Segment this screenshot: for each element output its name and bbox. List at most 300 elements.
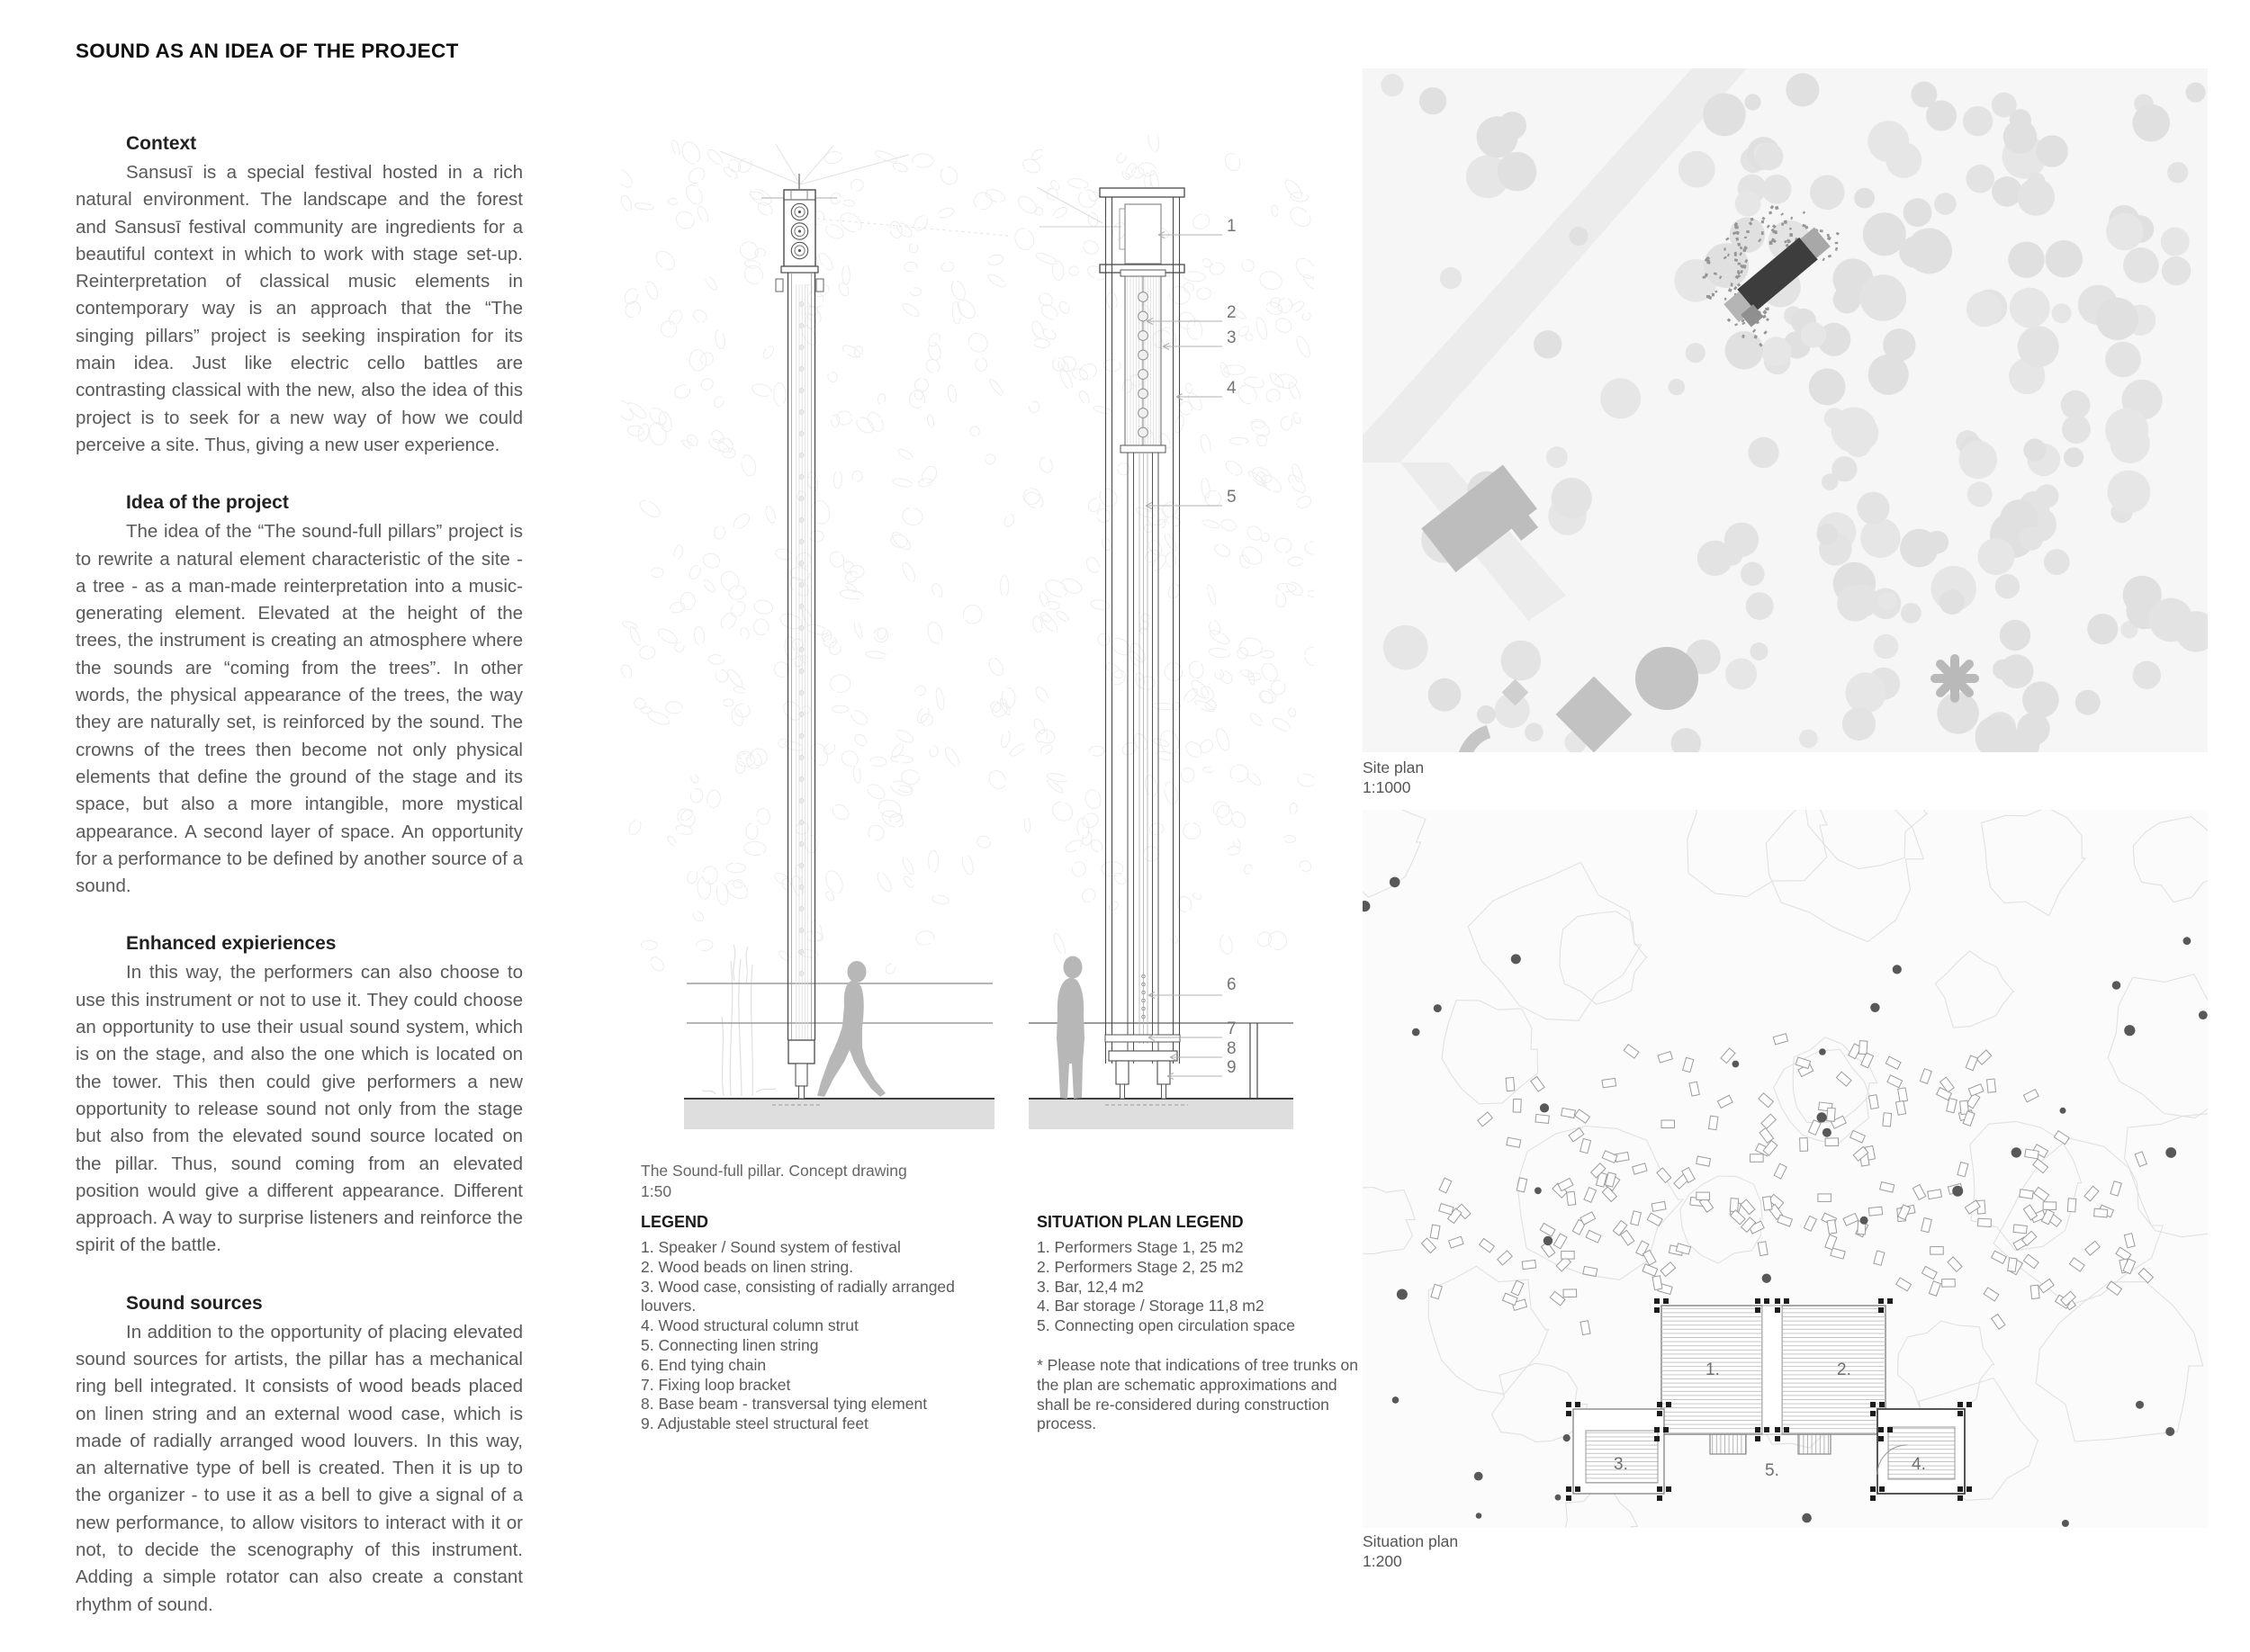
- tree: [2035, 484, 2058, 507]
- corner-marker: [1887, 1427, 1893, 1432]
- bead-hint: [799, 798, 804, 803]
- tree: [2003, 120, 2038, 154]
- legend-items: [641, 1238, 976, 1434]
- bead-hint: [799, 690, 804, 695]
- bead-hint: [799, 712, 804, 716]
- chair: [1987, 1079, 1996, 1092]
- corner-marker: [1966, 1486, 1972, 1492]
- corner-marker: [1775, 1298, 1780, 1304]
- text-column: [76, 40, 523, 1652]
- tree: [2123, 247, 2159, 283]
- stairs: [1710, 1434, 1746, 1454]
- speaker-box-section: [1125, 204, 1161, 264]
- trunk-dot: [1390, 877, 1400, 888]
- tree: [2149, 598, 2193, 642]
- tree: [1534, 330, 1562, 358]
- speckle: [1761, 231, 1764, 235]
- chair: [1730, 1199, 1738, 1212]
- pillar-front-view: [684, 144, 1008, 1129]
- corner-marker: [1654, 1298, 1660, 1304]
- tree: [2017, 178, 2055, 216]
- tree: [1966, 165, 1994, 193]
- stairs: [1798, 1434, 1831, 1454]
- legend-item: 4. Wood structural column strut: [641, 1316, 859, 1335]
- situation-plan-scale: 1:200: [1363, 1552, 1402, 1570]
- foot-stem: [799, 1086, 805, 1099]
- corner-marker: [1663, 1298, 1669, 1304]
- tree: [1854, 188, 1875, 209]
- bead-hint: [799, 971, 804, 975]
- tree: [2046, 240, 2084, 278]
- speckle: [1735, 226, 1739, 229]
- tree: [1878, 591, 1896, 609]
- bead-hint: [799, 669, 804, 673]
- corner-marker: [1870, 1486, 1876, 1492]
- trunk-dot: [1732, 1061, 1740, 1068]
- trunk-dot: [1511, 954, 1521, 964]
- chair: [1868, 1095, 1878, 1109]
- circulation-label: 5.: [1765, 1461, 1779, 1480]
- corner-marker: [1764, 1298, 1769, 1304]
- tree: [1669, 379, 1685, 395]
- stage-2-decking: [1782, 1306, 1886, 1434]
- chair: [2008, 1258, 2017, 1272]
- chair: [1522, 1260, 1535, 1269]
- guide-lines: [720, 144, 1008, 236]
- tree: [1995, 574, 2020, 598]
- tree: [1501, 641, 1542, 681]
- drawing-caption: [641, 1161, 907, 1202]
- tree: [1569, 227, 1588, 246]
- site-plan-label-text: Site plan: [1363, 759, 1425, 777]
- tree: [1762, 175, 1792, 204]
- trunk-dot: [1860, 1217, 1868, 1225]
- tree: [1725, 659, 1757, 690]
- tree-trunk-sketch: [702, 945, 776, 1096]
- situation-legend-item: 1. Performers Stage 1, 25 m2: [1037, 1238, 1244, 1256]
- trunk-dot: [1817, 1112, 1827, 1122]
- tree: [1741, 562, 1765, 587]
- tree: [1786, 73, 1819, 106]
- section-body-context: Sansusī is a special festival hosted in a rich natural environment. The landscape and the forest and Sansusī festival community are ingredients for a beautiful context in which to work with stage set-up. Reinterpretation of classical music elements in contemporary way is an approach that the “The singing pillars” project is seeking inspiration for its main idea. Just like electric cello battles are contrasting classical with the new, also the idea of this project is to seek for a new way of how we could perceive a site. Thus, giving a new user experience.: [76, 162, 523, 455]
- speckle: [1820, 229, 1823, 232]
- tree: [2087, 614, 2118, 644]
- trunk-dot: [1540, 1103, 1549, 1112]
- concept-drawing-pillars: [621, 135, 1314, 1156]
- speckle: [1712, 293, 1714, 297]
- tree: [1992, 176, 2022, 207]
- chair: [2020, 1190, 2034, 1199]
- corner-marker: [1958, 1486, 1963, 1492]
- foliage-scribbles: [621, 135, 1314, 974]
- tree: [2075, 690, 2101, 715]
- tree: [2105, 342, 2141, 378]
- situation-legend-item: 5. Connecting open circulation space: [1037, 1316, 1295, 1335]
- top-beam: [1100, 188, 1184, 197]
- tree: [1837, 585, 1873, 621]
- situation-legend-items: [1037, 1238, 1363, 1336]
- corner-marker: [1879, 1402, 1885, 1407]
- callout-8: 8: [1227, 1039, 1237, 1058]
- chair: [1928, 1190, 1942, 1199]
- bead-hint: [799, 906, 804, 911]
- corner-marker: [1775, 1436, 1780, 1441]
- legend-block: [641, 1213, 976, 1434]
- corner-marker: [1575, 1402, 1580, 1407]
- tree: [2105, 409, 2148, 452]
- trunk-dot: [1762, 1274, 1771, 1283]
- corner-marker: [1755, 1298, 1760, 1304]
- chair: [1930, 1247, 1944, 1255]
- tree: [1904, 198, 1932, 227]
- tree: [1846, 672, 1886, 713]
- chair: [1898, 1088, 1908, 1102]
- tree: [1842, 707, 1876, 741]
- foot-stem: [1120, 1084, 1125, 1099]
- bead-hint: [799, 604, 804, 608]
- chair: [1750, 1154, 1764, 1163]
- bead-hint: [799, 755, 804, 759]
- callout-2: 2: [1227, 303, 1237, 322]
- trunk-dot: [1870, 1003, 1879, 1012]
- section-heading-idea: Idea of the project: [126, 492, 289, 514]
- corner-marker: [1958, 1495, 1963, 1501]
- corner-marker: [1870, 1495, 1876, 1501]
- tree: [1860, 518, 1900, 558]
- tree: [1926, 531, 1949, 554]
- trunk-dot: [1434, 1004, 1442, 1012]
- trunk-dot: [1819, 1048, 1826, 1055]
- wood-bead: [1138, 292, 1148, 302]
- tree: [2008, 242, 2044, 278]
- situation-legend-item: 3. Bar, 12,4 m2: [1037, 1277, 1144, 1296]
- pillar-section-view: [1029, 187, 1293, 1129]
- trunk-dot: [2165, 1147, 2176, 1158]
- situation-legend-item: 2. Performers Stage 2, 25 m2: [1037, 1257, 1244, 1276]
- trunk-dot: [2165, 1427, 2174, 1436]
- chair: [1602, 1078, 1616, 1087]
- bead-hint: [799, 928, 804, 932]
- tree: [1477, 705, 1496, 724]
- chair: [1506, 1078, 1515, 1091]
- tree: [1428, 678, 1462, 712]
- trunk-line: [722, 965, 752, 1096]
- tree: [2096, 298, 2138, 340]
- tree: [1440, 267, 1462, 289]
- bar-label: 3.: [1614, 1455, 1628, 1474]
- tree: [1832, 408, 1877, 453]
- trunk-dot: [2136, 1401, 2144, 1409]
- tree: [2052, 303, 2072, 323]
- wood-bead: [1138, 370, 1148, 380]
- callout-3: 3: [1227, 328, 1237, 347]
- speckle: [1784, 220, 1787, 224]
- steel-foot: [1157, 1061, 1170, 1084]
- tree: [1992, 93, 2017, 118]
- legend-item: 5. Connecting linen string: [641, 1335, 819, 1354]
- trunk-dot: [2112, 981, 2121, 990]
- tree: [1799, 730, 1818, 749]
- corner-marker: [1566, 1411, 1571, 1416]
- speckle: [1724, 247, 1725, 250]
- person-standing-silhouette: [1057, 956, 1084, 1100]
- corner-marker: [1870, 1411, 1876, 1416]
- tree: [1381, 74, 1403, 96]
- legend-heading: LEGEND: [641, 1213, 709, 1231]
- speckle: [1769, 241, 1773, 245]
- tree: [2023, 439, 2046, 462]
- tree: [2186, 83, 2206, 103]
- stage-edge-wall: [1250, 1023, 1257, 1099]
- corner-marker: [1755, 1307, 1760, 1313]
- bead-hint: [799, 949, 804, 954]
- corner-marker: [1878, 1436, 1884, 1441]
- tree: [1678, 151, 1715, 188]
- steel-foot: [1116, 1061, 1129, 1084]
- tree: [2044, 549, 2070, 575]
- speckle: [1761, 220, 1764, 223]
- speckle: [1746, 230, 1750, 233]
- ground-fill: [1029, 1099, 1293, 1129]
- trunk-line: [730, 959, 742, 1096]
- tree: [1809, 369, 1846, 406]
- chair: [1513, 1099, 1521, 1112]
- page-title: SOUND AS AN IDEA OF THE PROJECT: [76, 40, 459, 62]
- chair: [1567, 1191, 1576, 1205]
- legend-item: 3. Wood case, consisting of radially arranged louvers.: [641, 1277, 955, 1315]
- drawing-scale: 1:50: [641, 1182, 672, 1200]
- tree: [2062, 415, 2091, 444]
- tree: [1744, 94, 1760, 110]
- chair: [2067, 1199, 2075, 1212]
- situation-legend-item: 4. Bar storage / Storage 11,8 m2: [1037, 1297, 1264, 1315]
- situation-legend-block: [1037, 1213, 1363, 1434]
- bead-hint: [799, 647, 804, 651]
- tree: [2018, 326, 2059, 367]
- tree: [1703, 94, 1746, 137]
- tree: [2108, 471, 2151, 514]
- person-walking-silhouette: [817, 961, 886, 1097]
- chair: [1883, 1113, 1892, 1127]
- legend-item: 7. Fixing loop bracket: [641, 1375, 791, 1394]
- section-heading-context: Context: [126, 133, 197, 154]
- tree: [1901, 603, 1922, 624]
- trunk-dot: [1544, 1236, 1552, 1245]
- tree: [2133, 661, 2161, 689]
- bead-hint: [799, 863, 804, 867]
- chair: [2043, 1202, 2056, 1210]
- inner-struts: [1128, 453, 1158, 1064]
- chair: [1827, 1220, 1837, 1235]
- trunk-dot: [1397, 1289, 1408, 1300]
- corner-marker: [1966, 1402, 1972, 1407]
- wood-bead: [1138, 389, 1148, 399]
- legend-item: 8. Base beam - transversal tying element: [641, 1395, 928, 1414]
- tree: [1886, 142, 1922, 178]
- corner-marker: [1575, 1486, 1580, 1492]
- collar-plate: [781, 266, 818, 273]
- speaker-cones: [791, 203, 807, 258]
- tree: [1977, 538, 2014, 575]
- corner-marker: [1775, 1427, 1780, 1432]
- bead-hint: [799, 323, 804, 328]
- chair: [1868, 1207, 1882, 1216]
- corner-marker: [1887, 1298, 1893, 1304]
- situation-legend-heading: SITUATION PLAN LEGEND: [1037, 1213, 1244, 1231]
- tree: [1966, 292, 2002, 328]
- speaker-mount: [1120, 209, 1125, 249]
- tree: [1959, 441, 1998, 480]
- bead-hint: [799, 474, 804, 479]
- bead-hint: [799, 539, 804, 543]
- tree: [1967, 481, 1993, 507]
- corner-marker: [1663, 1427, 1669, 1432]
- tree: [1963, 106, 1993, 136]
- tree: [2010, 288, 2050, 328]
- section-body-sound-sources: In addition to the opportunity of placing elevated sound sources for artists, the pillar has a mechanical ring bell integrated. It consists of wood beads placed on linen string and an external wood case, which is made of radially arranged wood louvers. In this way, an alternative type of bell is created. Then it is up to the organizer - to use it as a bell to give a signal of a new performance, to allow visitors to interact with it or not, to decide the scenography of this instrument. Adding a simple rotator can also create a constant rhythm of sound.: [76, 1321, 523, 1615]
- tree: [2132, 104, 2170, 142]
- legend-item: 6. End tying chain: [641, 1355, 767, 1374]
- corner-marker: [1657, 1402, 1662, 1407]
- chair: [1818, 1194, 1832, 1202]
- base-beam: [1109, 1051, 1177, 1061]
- trunk-dot: [1476, 1513, 1482, 1519]
- bead-hint: [799, 625, 804, 630]
- trunk-dot: [2060, 1108, 2066, 1114]
- chair: [1652, 1201, 1666, 1211]
- wood-bead: [1138, 427, 1148, 437]
- stage-1-label: 1.: [1706, 1360, 1720, 1379]
- tree: [2167, 162, 2188, 183]
- foliage-sketch: [621, 135, 1314, 974]
- bead-hint: [799, 820, 804, 824]
- speckle: [1789, 233, 1793, 237]
- tree: [1600, 378, 1641, 418]
- chair: [1978, 1218, 1992, 1226]
- bead-hint: [799, 431, 804, 435]
- tree: [1525, 723, 1544, 741]
- tree: [1817, 524, 1838, 544]
- corner-marker: [1657, 1411, 1662, 1416]
- situation-plan: [1363, 810, 2208, 1528]
- trunk-dot: [2183, 937, 2192, 945]
- trunk-dot: [1392, 1396, 1400, 1404]
- callout-6: 6: [1227, 975, 1237, 994]
- tree: [2161, 228, 2190, 256]
- stage-connector-strip: [1762, 1306, 1782, 1434]
- site-plan: [1363, 68, 2208, 752]
- bead-hint: [799, 777, 804, 781]
- corner-marker: [1784, 1427, 1789, 1432]
- chair: [1535, 1115, 1549, 1124]
- chair: [1563, 1289, 1577, 1297]
- chair: [2094, 1208, 2108, 1217]
- tree: [2106, 213, 2143, 250]
- trunk-dot: [1952, 1186, 1963, 1197]
- wood-bead: [1138, 409, 1148, 418]
- speckle: [1703, 276, 1706, 279]
- tree: [1735, 191, 1761, 217]
- chair: [2030, 1285, 2039, 1298]
- chair: [1800, 1138, 1808, 1152]
- trunk-dot: [1474, 1472, 1483, 1481]
- section-body-idea: The idea of the “The sound-full pillars” project is to rewrite a natural element characteristic of the site - a tree - as a man-made reinterpretation into a music-generating element. Elevated at the height of the trees, the instrument is creating an atmosphere where the sounds are “coming from the trees”. In other words, the physical appearance of the trees, the way they are naturally set, is reinforced by the sound. The crowns of the trees then become not only physical elements that define the ground of the stage and its space, but also a more intangible, more mystical appearance. A second layer of space. An opportunity for a performance to be defined by another source of a sound.: [76, 521, 523, 897]
- section-heading-experiences: Enhanced expieriences: [126, 933, 337, 955]
- trunk-dot: [1802, 1513, 1812, 1523]
- tree: [2064, 447, 2084, 467]
- tree: [1756, 143, 1784, 171]
- trunk-dot: [2062, 1520, 2069, 1527]
- drawing-caption-text: The Sound-full pillar. Concept drawing: [641, 1162, 907, 1180]
- tree: [2162, 256, 2191, 285]
- site-plan-scale: 1:1000: [1363, 778, 1411, 796]
- tree: [1686, 343, 1706, 363]
- tree: [1750, 642, 1768, 660]
- trunk-line: [702, 1089, 776, 1094]
- chair: [2025, 1149, 2039, 1159]
- stage-2-label: 2.: [1837, 1360, 1851, 1379]
- wood-bead: [1138, 331, 1148, 341]
- corner-marker: [1566, 1495, 1571, 1501]
- chair: [1942, 1279, 1956, 1287]
- chair: [1661, 1120, 1675, 1128]
- chair: [1709, 1116, 1718, 1130]
- foot-stem: [1162, 1084, 1166, 1099]
- bead-hint: [799, 301, 804, 306]
- speckle: [1744, 237, 1747, 238]
- tree: [2000, 620, 2030, 651]
- corner-marker: [1666, 1402, 1671, 1407]
- trunk-dot: [1412, 1028, 1420, 1037]
- corner-marker: [1878, 1298, 1884, 1304]
- corner-marker: [1775, 1307, 1780, 1313]
- situation-legend-note: * Please note that indications of tree trunks on the plan are schematic approximations and shall be re-considered during construction process.: [1037, 1355, 1359, 1433]
- speckle: [1737, 270, 1740, 274]
- tree: [2036, 135, 2068, 167]
- situation-plan-label: [1363, 1531, 1458, 1571]
- chair: [1696, 1192, 1710, 1200]
- bead-hint: [799, 582, 804, 587]
- chair: [1758, 1242, 1768, 1256]
- corner-marker: [1879, 1486, 1885, 1492]
- speckle: [1731, 283, 1733, 286]
- chair: [1858, 1041, 1867, 1055]
- trunk-dot: [2124, 1025, 2135, 1036]
- tree: [1721, 543, 1742, 565]
- louver-infill: [795, 284, 808, 1040]
- chair: [2013, 1225, 2027, 1234]
- tree: [1498, 152, 1537, 192]
- chair: [1430, 1225, 1440, 1239]
- callout-1: 1: [1227, 217, 1237, 236]
- trunk-dot: [2012, 1147, 2021, 1157]
- tree: [1383, 625, 1428, 670]
- corner-marker: [1958, 1411, 1963, 1416]
- speckle: [1742, 248, 1746, 252]
- chair: [1562, 1252, 1575, 1260]
- tree: [1748, 437, 1778, 468]
- section-body-experiences: In this way, the performers can also choose to use this instrument or not to use it. They could choose an opportunity to use their usual sound system, which is on the stage, and also the one which is located on the tower. This then could give performers a new opportunity to release sound not only from the stage but also from the elevated sound source located on the pillar. Thus, sound coming from an elevated position would give a different appearance. Different approach. A way to surprise listeners and reinforce the spirit of the battle.: [76, 962, 523, 1256]
- callout-numbers: [1227, 217, 1237, 1077]
- tree: [1993, 660, 2012, 679]
- speckle: [1724, 298, 1726, 301]
- case-bottom-plate: [1120, 445, 1166, 453]
- situation-plan-label-text: Situation plan: [1363, 1532, 1459, 1550]
- callout-7: 7: [1227, 1019, 1237, 1038]
- tree: [1857, 492, 1889, 525]
- trunk-dot: [1822, 1128, 1832, 1137]
- callout-9: 9: [1227, 1058, 1237, 1077]
